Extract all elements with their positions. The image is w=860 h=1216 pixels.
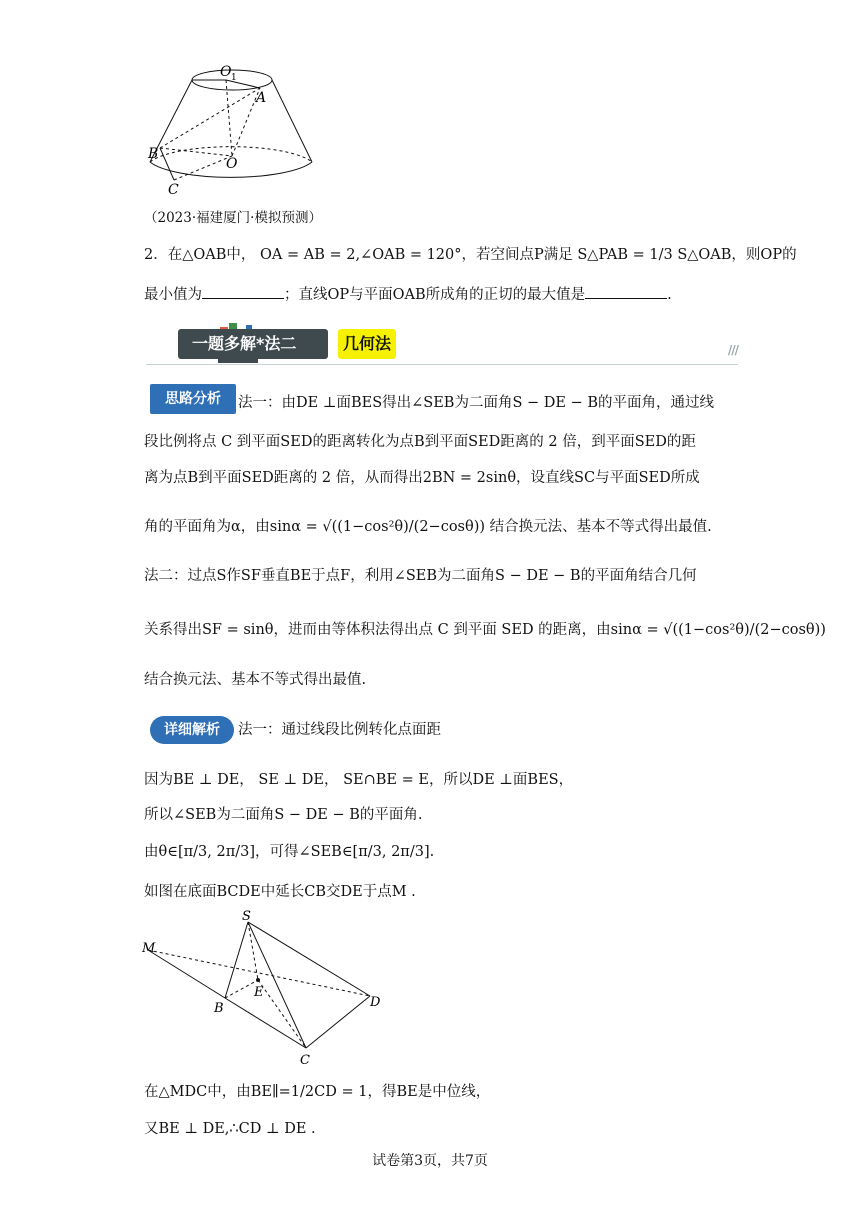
pyramid-figure bbox=[140, 908, 400, 1068]
detail-line-1: 法一：通过线段比例转化点面距 bbox=[238, 722, 441, 738]
detail-line-3: 所以∠SEB为二面角S − DE − B的平面角. bbox=[144, 807, 423, 823]
analysis-line-1: 法一：由DE ⊥面BES得出∠SEB为二面角S − DE − B的平面角，通过线 bbox=[238, 395, 714, 411]
analysis-line-2: 段比例将点 C 到平面SED的距离转化为点B到平面SED距离的 2 倍，到平面SED的距 bbox=[144, 434, 696, 450]
problem-line-2b: ；直线OP与平面OAB所成角的正切的最大值是 bbox=[284, 287, 586, 303]
detail-line-7: 又BE ⊥ DE,∴CD ⊥ DE . bbox=[144, 1121, 316, 1137]
problem-line-2a: 最小值为 bbox=[144, 287, 202, 303]
detail-tag: 详细解析 bbox=[150, 716, 234, 744]
label-b2: B bbox=[214, 1001, 224, 1016]
label-c: C bbox=[168, 182, 179, 198]
analysis-line-4: 角的平面角为α，由sinα = √((1−cos²θ)/(2−cosθ)) 结合换元法、基本不等式得出最值. bbox=[144, 519, 712, 535]
source-note: （2023·福建厦门·模拟预测） bbox=[144, 210, 322, 226]
detail-line-4: 由θ∈[π/3, 2π/3]，可得∠SEB∈[π/3, 2π/3]. bbox=[144, 844, 435, 860]
label-c2: C bbox=[300, 1053, 310, 1068]
label-o: O bbox=[226, 156, 238, 172]
label-d: D bbox=[370, 995, 381, 1010]
label-s: S bbox=[242, 909, 251, 924]
label-b: B bbox=[148, 146, 159, 162]
label-o1-sub: 1 bbox=[231, 73, 237, 83]
problem-line-2c: . bbox=[667, 287, 672, 303]
label-a: A bbox=[256, 90, 267, 106]
answer-blank-2[interactable] bbox=[585, 284, 667, 299]
problem-line-1: 2．在△OAB中， OA = AB = 2,∠OAB = 120°，若空间点P满足 S△PAB = 1/3 S△OAB，则OP的 bbox=[144, 247, 797, 263]
banner-method: 几何法 bbox=[338, 329, 396, 359]
analysis-tag: 思路分析 bbox=[150, 384, 236, 414]
analysis-line-3: 离为点B到平面SED距离的 2 倍，从而得出2BN = 2sinθ，设直线SC与平面SED所成 bbox=[144, 470, 700, 486]
frustum-figure bbox=[140, 60, 330, 200]
label-m: M bbox=[142, 941, 156, 956]
problem-line-2 bbox=[144, 284, 672, 305]
label-o1: O bbox=[220, 64, 232, 80]
detail-line-5: 如图在底面BCDE中延长CB交DE于点M . bbox=[144, 884, 416, 900]
page-footer: 试卷第3页，共7页 bbox=[372, 1153, 488, 1169]
section-banner bbox=[146, 319, 738, 365]
detail-line-2: 因为BE ⊥ DE， SE ⊥ DE， SE∩BE = E，所以DE ⊥面BES， bbox=[144, 772, 574, 788]
analysis-line-5: 法二：过点S作SF垂直BE于点F，利用∠SEB为二面角S − DE − B的平面角结合几何 bbox=[144, 568, 697, 584]
label-e: E bbox=[254, 985, 264, 1000]
analysis-line-6: 关系得出SF = sinθ，进而由等体积法得出点 C 到平面 SED 的距离，由sinα = √((1−cos²θ)/(2−cosθ)) bbox=[144, 622, 826, 638]
analysis-line-7: 结合换元法、基本不等式得出最值. bbox=[144, 672, 367, 688]
answer-blank-1[interactable] bbox=[202, 284, 284, 299]
banner-underline bbox=[146, 364, 738, 365]
banner-slashes: /// bbox=[727, 343, 738, 357]
detail-line-6: 在△MDC中，由BE∥=1/2CD = 1，得BE是中位线， bbox=[144, 1084, 491, 1100]
banner-title: 一题多解*法二 bbox=[178, 329, 328, 359]
